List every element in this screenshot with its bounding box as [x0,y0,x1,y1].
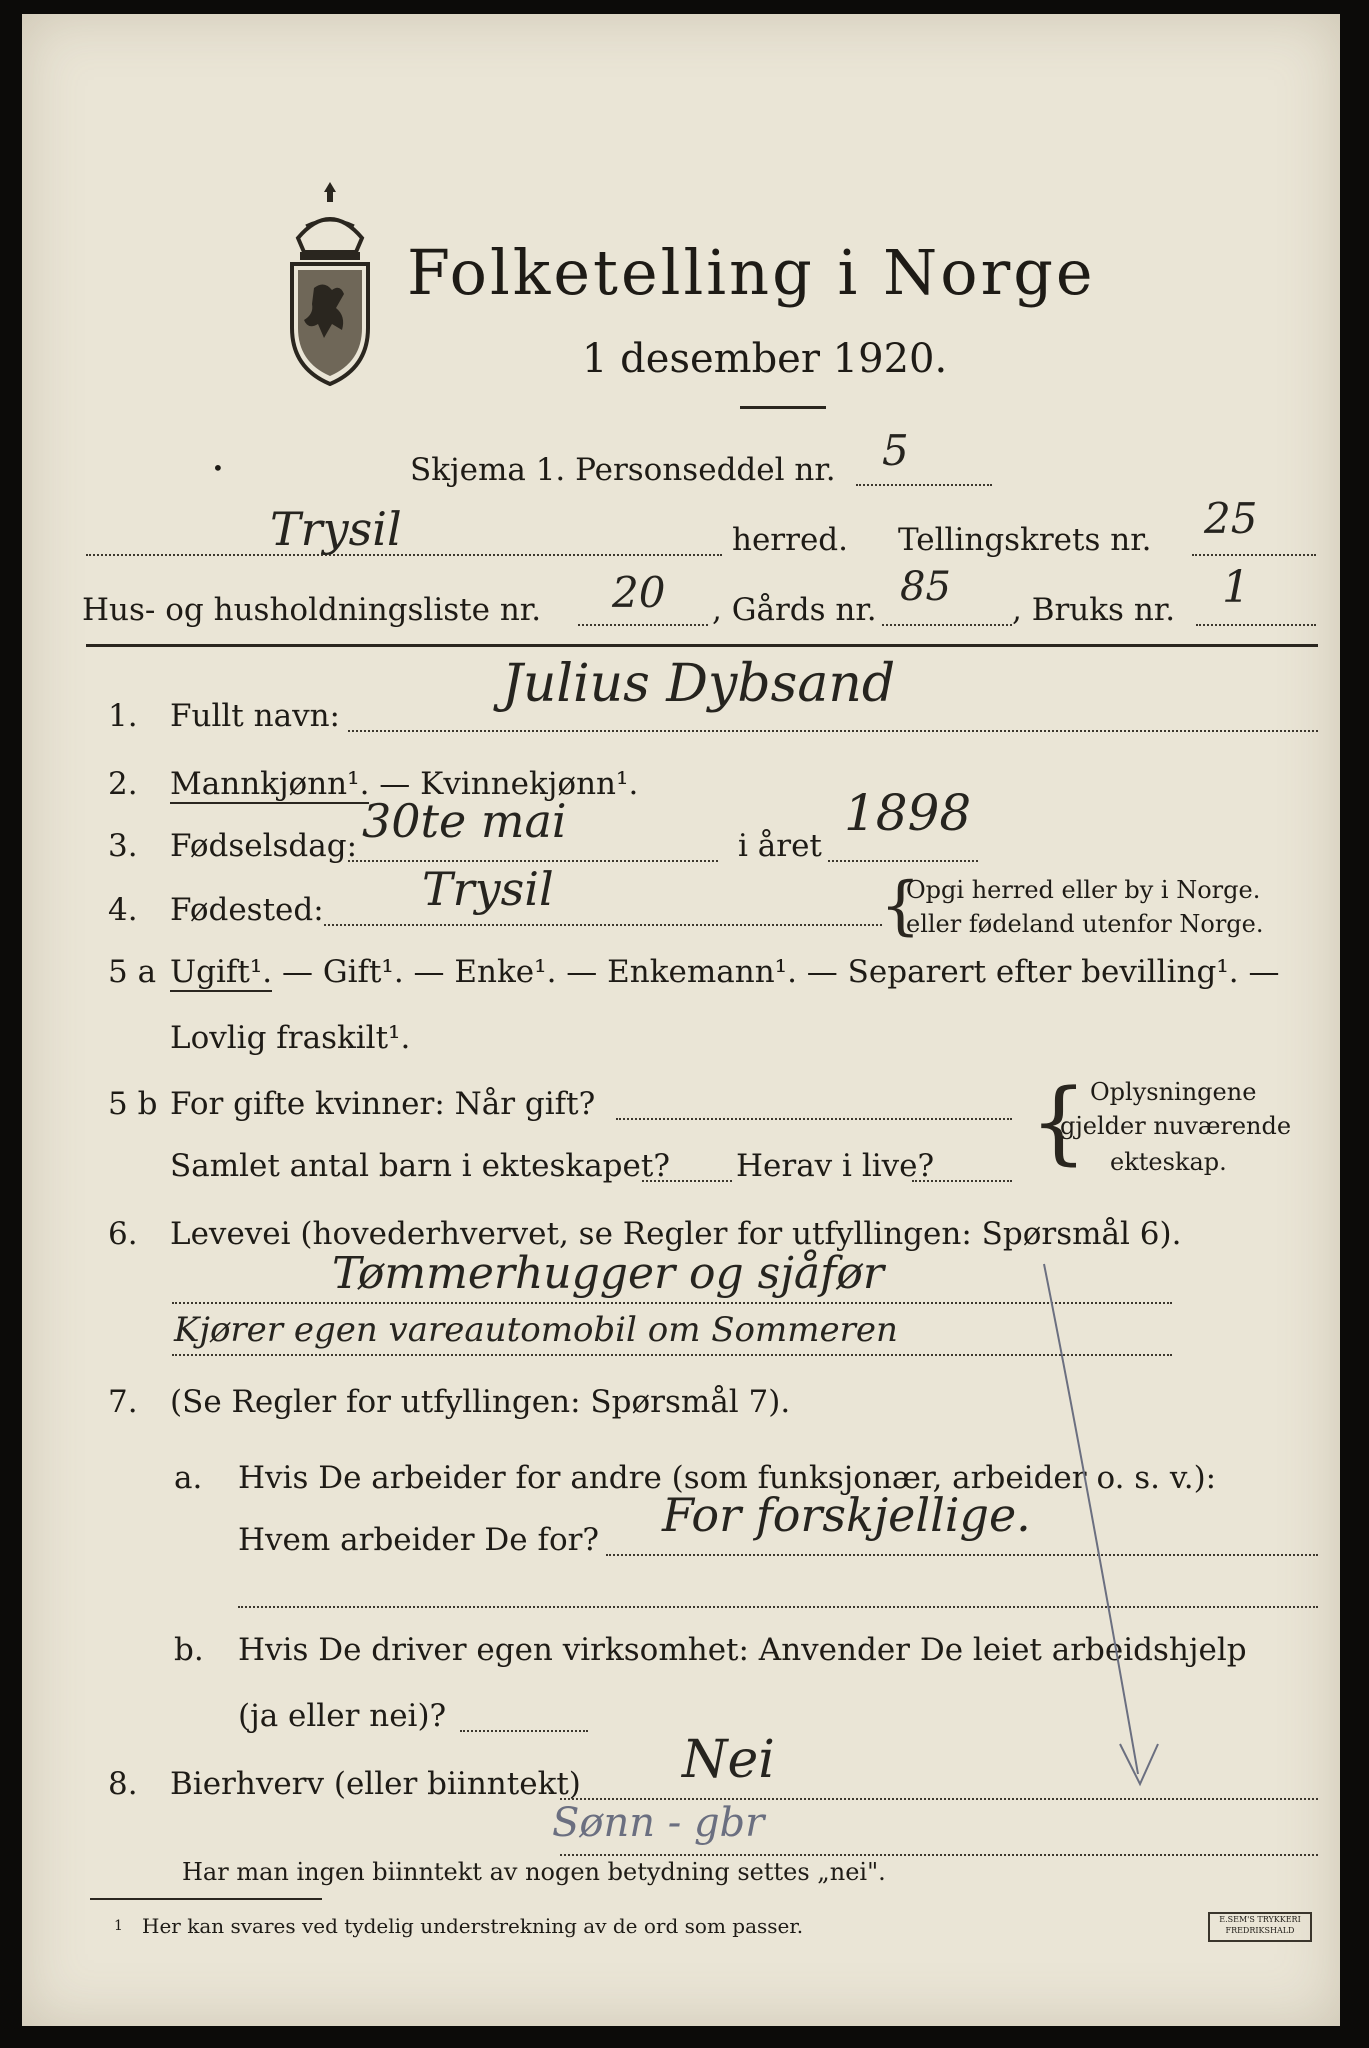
q1-value: Julius Dybsand [502,654,896,714]
q6-label: Levevei (hovederhvervet, se Regler for utfyllingen: Spørsmål 6). [170,1216,1182,1252]
schema-label: Skjema 1. Personseddel nr. [410,452,836,488]
q3-year-label: i året [738,828,822,864]
gards-label: , Gårds nr. [712,592,877,628]
herred-line [86,554,722,556]
q6-value-1: Tømmerhugger og sjåfør [332,1248,884,1299]
q3-year-line [828,860,978,862]
q2-kvinne-option[interactable]: Kvinnekjønn¹. [420,766,639,802]
q7a-text: Hvis De arbeider for andre (som funksjonær, arbeider o. s. v.): [238,1460,1217,1496]
q1-number: 1. [108,698,138,734]
q4-line [324,924,882,926]
tellingskrets-line [1192,554,1316,556]
q5b-label-1: For gifte kvinner: Når gift? [170,1086,596,1122]
herred-value: Trysil [270,502,402,556]
q3-label: Fødselsdag: [170,828,358,864]
q7a-letter: a. [174,1460,203,1496]
q7-label: (Se Regler for utfyllingen: Spørsmål 7). [170,1384,791,1420]
printer-stamp: E.SEM'S TRYKKERI FREDRIKSHALD [1208,1912,1312,1942]
q2-options: Mannkjønn¹. — Kvinnekjønn¹. [170,766,639,802]
q6-line-1 [172,1302,1172,1304]
bruks-value: 1 [1222,562,1250,613]
pencil-arrow-icon [1042,1254,1182,1794]
q6-number: 6. [108,1216,138,1252]
q5b-label-2: Samlet antal barn i ekteskapet? [170,1148,670,1184]
q5a-options [170,954,1279,990]
q5b-line-1 [616,1118,1012,1120]
hus-line [578,624,708,626]
q4-brace: { [880,869,921,943]
bruks-label: , Bruks nr. [1012,592,1176,628]
q7b-text: Hvis De driver egen virksomhet: Anvender De leiet arbeidshjelp [238,1632,1247,1668]
hus-label: Hus- og husholdningsliste nr. [82,592,542,628]
footnote-mark: 1 [114,1918,123,1934]
bullet-mark: • [212,456,224,480]
q7a-line-1 [606,1554,1318,1556]
q1-line [348,730,1318,732]
q5a-number: 5 a [108,954,157,990]
hus-value: 20 [612,568,666,617]
footnote-text: Her kan svares ved tydelig understrekning av de ord som passer. [142,1914,804,1938]
q5b-line-3 [912,1180,1012,1182]
q7a-value: For forskjellige. [662,1488,1031,1542]
schema-number-line [856,484,992,486]
q6-line-2 [172,1354,1172,1356]
herred-label: herred. [732,522,848,558]
bruks-line [1196,624,1316,626]
title-divider [740,406,826,409]
schema-number-value: 5 [882,426,909,475]
q4-note-2: eller fødeland utenfor Norge. [906,910,1264,938]
tellingskrets-value: 25 [1204,494,1258,543]
q2-mann-option[interactable]: Mannkjønn¹. [170,766,370,802]
q5b-line-2 [642,1180,732,1182]
biinntekt-note: Har man ingen biinntekt av nogen betydning settes „nei". [182,1858,886,1886]
header-rule [86,644,1318,647]
q4-label: Fødested: [170,892,324,928]
q7-number: 7. [108,1384,138,1420]
q7b-line [460,1730,588,1732]
form-date: 1 desember 1920. [582,336,948,382]
q7a-question: Hvem arbeider De for? [238,1522,600,1558]
q5b-brace: { [1030,1070,1088,1175]
q7b-question: (ja eller nei)? [238,1698,447,1734]
q8-pencil-value: Sønn - gbr [552,1800,765,1846]
tellingskrets-label: Tellingskrets nr. [898,522,1152,558]
q5b-note-1: Oplysningene [1090,1078,1257,1106]
q3-year-value: 1898 [844,784,972,842]
q3-value: 30te mai [362,794,567,848]
q8-line-2 [560,1854,1318,1856]
q4-value: Trysil [422,862,554,916]
q6-value-2: Kjører egen vareautomobil om Sommeren [174,1310,898,1350]
q5a-other-options[interactable]: — Gift¹. — Enke¹. — Enkemann¹. — Separert efter bevilling¹. — [272,954,1280,990]
q8-value: Nei [682,1730,775,1790]
q7b-letter: b. [174,1632,204,1668]
q5a-ugift-option[interactable]: Ugift¹. [170,954,273,990]
q5b-label-3: Herav i live? [736,1148,935,1184]
q5b-note-2: gjelder nuværende [1060,1112,1292,1140]
q8-number: 8. [108,1766,138,1802]
q2-number: 2. [108,766,138,802]
q3-number: 3. [108,828,138,864]
q4-note-1: Opgi herred eller by i Norge. [906,876,1261,904]
form-title: Folketelling i Norge [407,236,1096,309]
q4-number: 4. [108,892,138,928]
census-form-sheet [22,14,1340,2026]
coat-of-arms-icon [284,178,376,388]
q8-label: Bierhverv (eller biinntekt) [170,1766,581,1802]
footnote-rule [90,1898,322,1900]
gards-value: 85 [900,564,951,610]
q1-label: Fullt navn: [170,698,340,734]
gards-line [882,624,1012,626]
q5a-line2[interactable]: Lovlig fraskilt¹. [170,1020,411,1056]
q5b-note-3: ekteskap. [1110,1148,1227,1176]
q5b-number: 5 b [108,1086,158,1122]
